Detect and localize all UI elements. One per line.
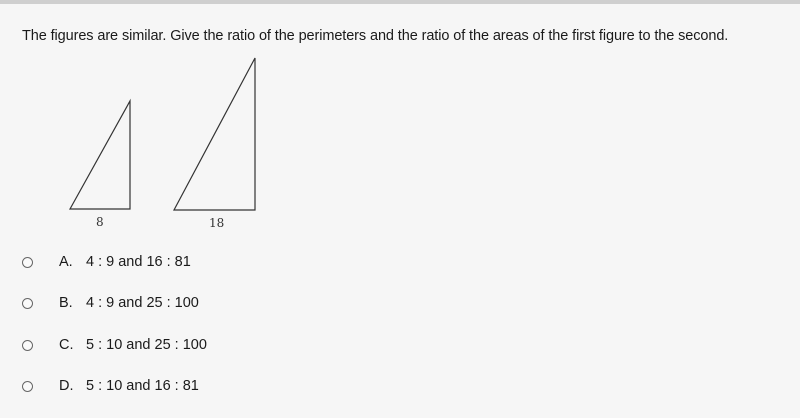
choice-d-radio[interactable] bbox=[22, 381, 33, 392]
choice-c[interactable] bbox=[22, 334, 207, 356]
choice-d[interactable] bbox=[22, 375, 199, 397]
choice-b[interactable] bbox=[22, 292, 199, 314]
small-triangle bbox=[70, 101, 130, 209]
choice-d-letter: D. bbox=[59, 378, 74, 394]
choice-a-text: 4 : 9 and 16 : 81 bbox=[86, 254, 191, 270]
choice-a-letter: A. bbox=[59, 254, 73, 270]
question-text: The figures are similar. Give the ratio of the perimeters and the ratio of the areas of the first figure to the second. bbox=[22, 28, 729, 44]
choice-c-letter: C. bbox=[59, 337, 74, 353]
choice-c-radio[interactable] bbox=[22, 340, 33, 351]
choice-b-text: 4 : 9 and 25 : 100 bbox=[86, 295, 199, 311]
large-triangle-base-label: 18 bbox=[209, 216, 225, 230]
choice-b-radio[interactable] bbox=[22, 298, 33, 309]
choice-a[interactable] bbox=[22, 251, 191, 273]
large-triangle bbox=[174, 58, 255, 210]
choice-c-text: 5 : 10 and 25 : 100 bbox=[86, 337, 207, 353]
choice-d-text: 5 : 10 and 16 : 81 bbox=[86, 378, 199, 394]
small-triangle-base-label: 8 bbox=[96, 215, 104, 229]
choice-a-radio[interactable] bbox=[22, 257, 33, 268]
choice-b-letter: B. bbox=[59, 295, 73, 311]
